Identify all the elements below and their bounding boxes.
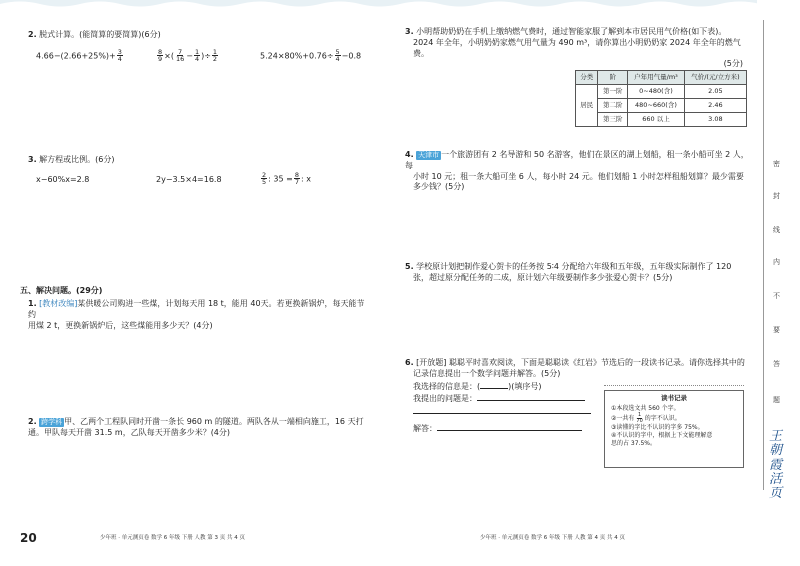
section-heading: 五、解决问题。(29分) bbox=[20, 286, 103, 295]
question-title: 脱式计算。(能简算的要简算)(6分) bbox=[39, 30, 161, 39]
equation-2: 2y−3.5×4=16.8 bbox=[156, 174, 222, 184]
expression-3: 5.24×80%+0.76÷ $\frac{5}{4}$ −0.8 bbox=[260, 47, 362, 64]
cross-subject-tag: 跨学科 bbox=[41, 418, 63, 426]
reading-record-card: 读书记录 ①本段选文共 560 个字。 ②一共有 $\frac{1}{70}$ 的字不认识。 ③读懂的字比不认识的字多 75%。 ④不认识的字中，根据上下文能理解意 思的占 37.5%。 bbox=[604, 390, 744, 468]
problem-1: 1. [教材改编]某供暖公司购进一些煤，计划每天用 18 t，能用 40天。若更换新锅炉，每天能节约 用煤 2 t，更换新锅炉后，这些煤能用多少天？(4分) bbox=[28, 299, 365, 330]
top-decoration bbox=[0, 0, 800, 10]
region-tag: 天津市 bbox=[418, 151, 440, 159]
problem-2: 2. 跨学科 甲、乙两个工程队同时开凿一条长 960 m 的隧道。两队各从一端相向施工，16 天打 通。甲队每天开凿 31.5 m，乙队每天开凿多少米？(4分) bbox=[28, 417, 364, 437]
textbook-tag: [教材改编] bbox=[39, 299, 78, 308]
question-number: 2. bbox=[28, 30, 37, 39]
equation-1: x−60%x=2.8 bbox=[36, 174, 90, 184]
expression-2: $\frac{8}{9}$ ×( $\frac{7}{16}$ − $\frac{1}{4}$ )÷ $\frac{1}{2}$ bbox=[158, 47, 218, 64]
right-question-4: 4. 天津市 一个旅游团有 2 名导游和 50 名游客，他们在景区的湖上划船，租一条小船可坐 2 人，每 小时 10 元；租一条大船可坐 6 人，每小时 24 元。他们划船 1 小时怎样租船划算？最少需要 多少钱？(5分) bbox=[405, 150, 749, 192]
question-number: 3. bbox=[28, 155, 37, 164]
question-2 bbox=[28, 30, 388, 67]
binding-margin: 密 封 线 内 不 要 答 题 王朝霞 活页 bbox=[757, 0, 800, 566]
question-title: 解方程或比例。(6分) bbox=[39, 155, 115, 164]
gas-price-table: 分类 阶 户年用气量/m³ 气价/(元/立方米) 居民 第一阶 0~480(含) 2.05 第二阶 480~660(含) 2.46 第三阶 660 以上 3.08 bbox=[575, 70, 747, 127]
brand-logo: 王朝霞 活页 bbox=[769, 429, 783, 502]
right-question-3: 3. 小明帮助奶奶在手机上缴纳燃气费时，通过智能家服了解到本市居民用气价格(如下表)。 2024 年全年，小明奶奶家燃气用气量为 490 m³，请你算出小明奶奶家 2024 年全年的燃气费。 (5分) bbox=[405, 27, 743, 69]
equation-3: $\frac{2}{5}$ : 35 = $\frac{8}{7}$ : x bbox=[262, 170, 311, 187]
right-question-6: 6. [开放题] 聪聪平时喜欢阅读，下面是聪聪读《红岩》节选后的一段读书记录。请你选择其中的 记录信息提出一个数学问题并解答。(5分) 我选择的信息是：( )(填序号) 我提出的问题是： 解答： bbox=[405, 358, 745, 433]
card-title: 读书记录 bbox=[661, 394, 687, 402]
question-3 bbox=[28, 155, 388, 192]
footer-left: 少年班 · 单元测页卷 数学 6 年级 下册 人教 第 3 页 共 4 页 bbox=[100, 535, 245, 541]
footer-right: 少年班 · 单元测页卷 数学 6 年级 下册 人教 第 4 页 共 4 页 bbox=[480, 535, 625, 541]
page-number: 20 bbox=[20, 531, 37, 545]
binding-line bbox=[763, 20, 764, 490]
expression-1: 4.66−(2.66+25%)+ $\frac{3}{4}$ bbox=[36, 47, 122, 64]
right-question-5: 5. 学校原计划把制作爱心贺卡的任务按 5∶4 分配给六年级和五年级，五年级实际制作了 120 张，超过原分配任务的二成，原计划六年级要制作多少张爱心贺卡？(5分) bbox=[405, 262, 732, 282]
